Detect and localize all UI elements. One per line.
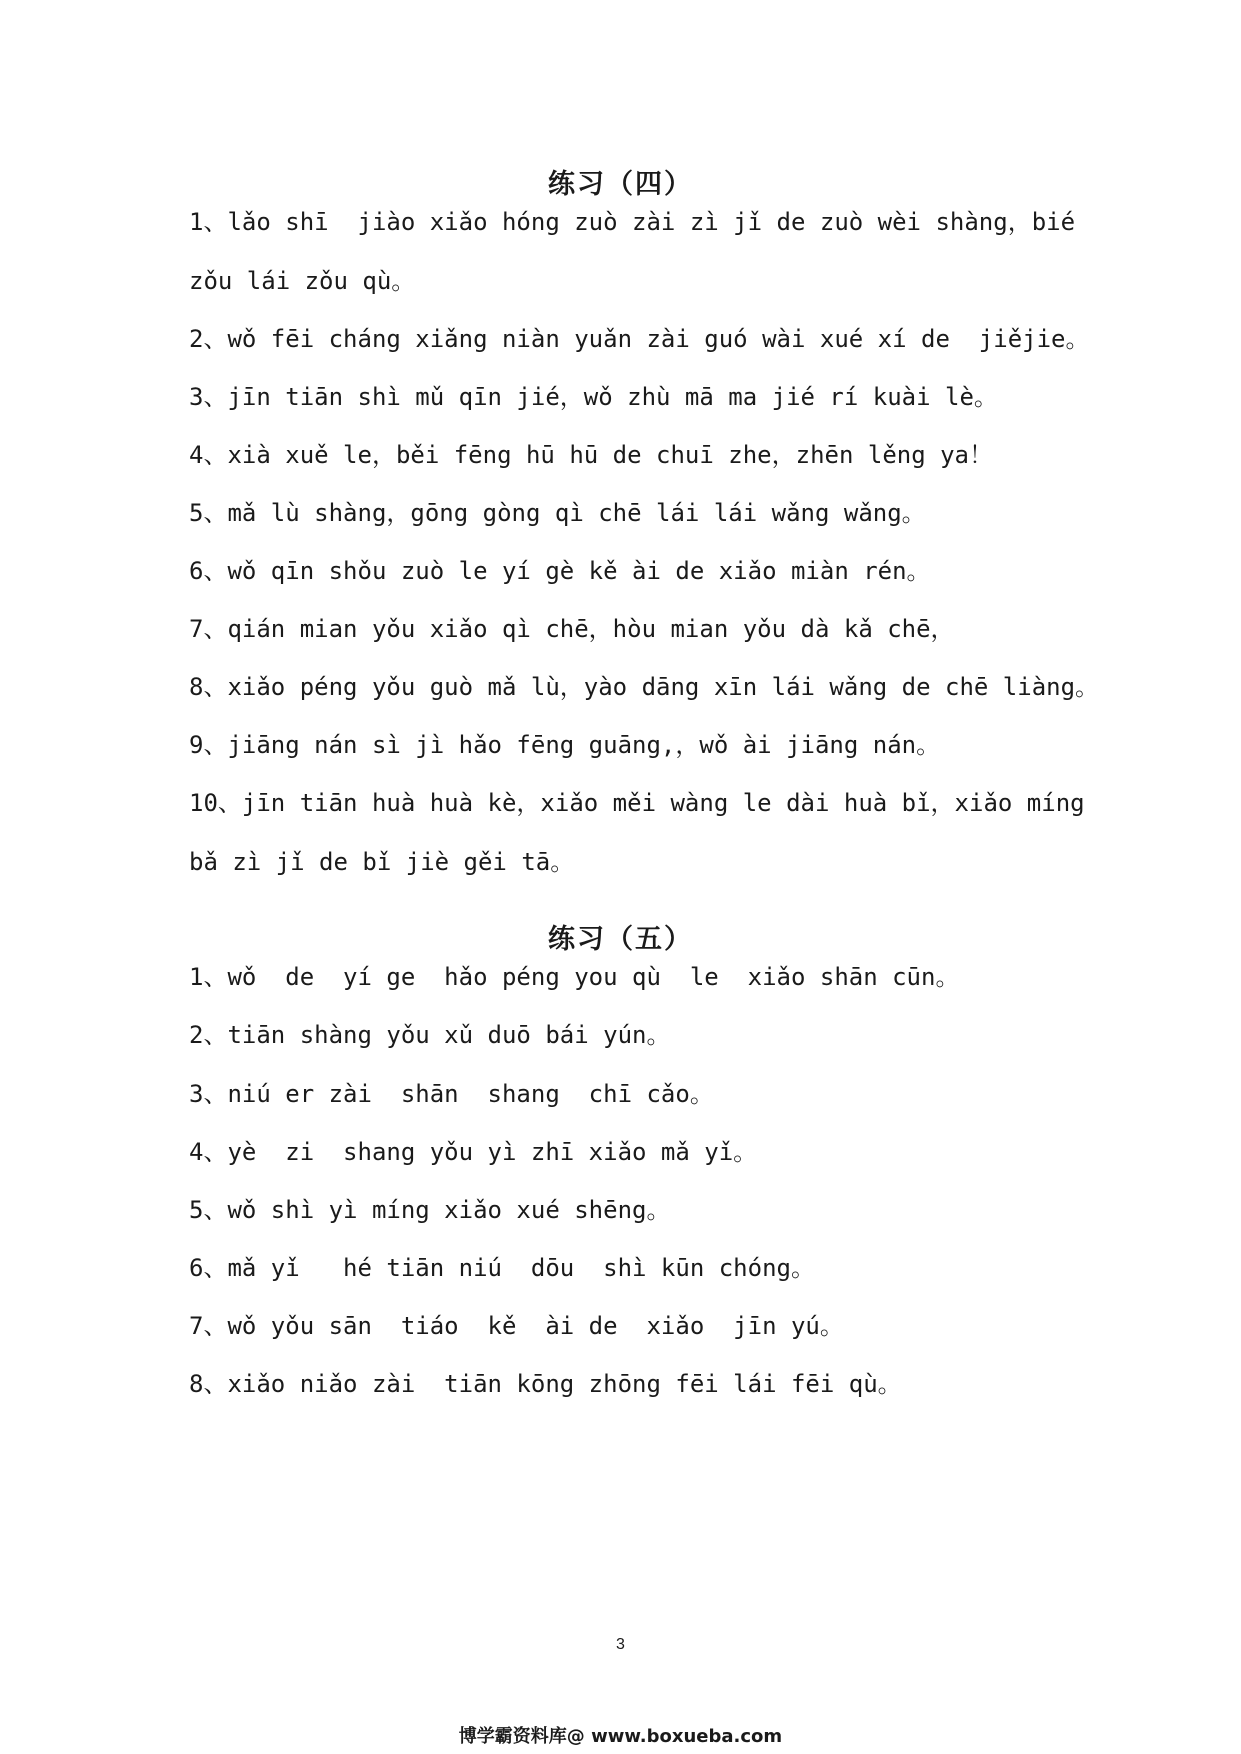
exercise-line: 1、wǒ de yí ge hǎo péng you qù le xiǎo shān cūn。	[189, 963, 960, 991]
exercise-line: 10、jīn tiān huà huà kè，xiǎo měi wàng le dài huà bǐ，xiǎo míng	[189, 789, 1085, 817]
exercise-line: 7、wǒ yǒu sān tiáo kě ài de xiǎo jīn yú。	[189, 1312, 844, 1340]
section-title: 练习（四）	[548, 169, 693, 200]
exercise-line: 2、wǒ fēi cháng xiǎng niàn yuǎn zài guó wài xué xí de jiějie。	[189, 325, 1090, 353]
exercise-line: 3、jīn tiān shì mǔ qīn jié，wǒ zhù mā ma jié rí kuài lè。	[189, 383, 998, 411]
section-title: 练习（五）	[548, 924, 693, 955]
exercise-line: 5、wǒ shì yì míng xiǎo xué shēng。	[189, 1196, 671, 1224]
exercise-line: zǒu lái zǒu qù。	[189, 267, 416, 295]
exercise-line: 4、xià xuě le，běi fēng hū hū de chuī zhe，zhēn lěng ya！	[189, 441, 994, 469]
exercise-line: 4、yè zi shang yǒu yì zhī xiǎo mǎ yǐ。	[189, 1138, 758, 1166]
footer-watermark: 博学霸资料库@ www.boxueba.com	[458, 1726, 783, 1747]
exercise-line: 7、qián mian yǒu xiǎo qì chē，hòu mian yǒu dà kǎ chē，	[189, 615, 955, 643]
exercise-line: 2、tiān shàng yǒu xǔ duō bái yún。	[189, 1021, 671, 1049]
exercise-line: 1、lǎo shī jiào xiǎo hóng zuò zài zì jǐ de zuò wèi shàng，bié	[189, 208, 1076, 236]
exercise-line: 6、wǒ qīn shǒu zuò le yí gè kě ài de xiǎo miàn rén。	[189, 557, 931, 585]
exercise-line: 9、jiāng nán sì jì hǎo fēng guāng,，wǒ ài jiāng nán。	[189, 731, 941, 759]
exercise-line: 6、mǎ yǐ hé tiān niú dōu shì kūn chóng。	[189, 1254, 815, 1282]
exercise-line: 8、xiǎo niǎo zài tiān kōng zhōng fēi lái fēi qù。	[189, 1370, 902, 1398]
exercise-line: 5、mǎ lù shàng，gōng gòng qì chē lái lái wǎng wǎng。	[189, 499, 926, 527]
exercise-line: 3、niú er zài shān shang chī cǎo。	[189, 1080, 714, 1108]
page-number: 3	[616, 1636, 625, 1653]
exercise-line: 8、xiǎo péng yǒu guò mǎ lù，yào dāng xīn lái wǎng de chē liàng。	[189, 673, 1100, 701]
exercise-line: bǎ zì jǐ de bǐ jiè gěi tā。	[189, 848, 575, 876]
